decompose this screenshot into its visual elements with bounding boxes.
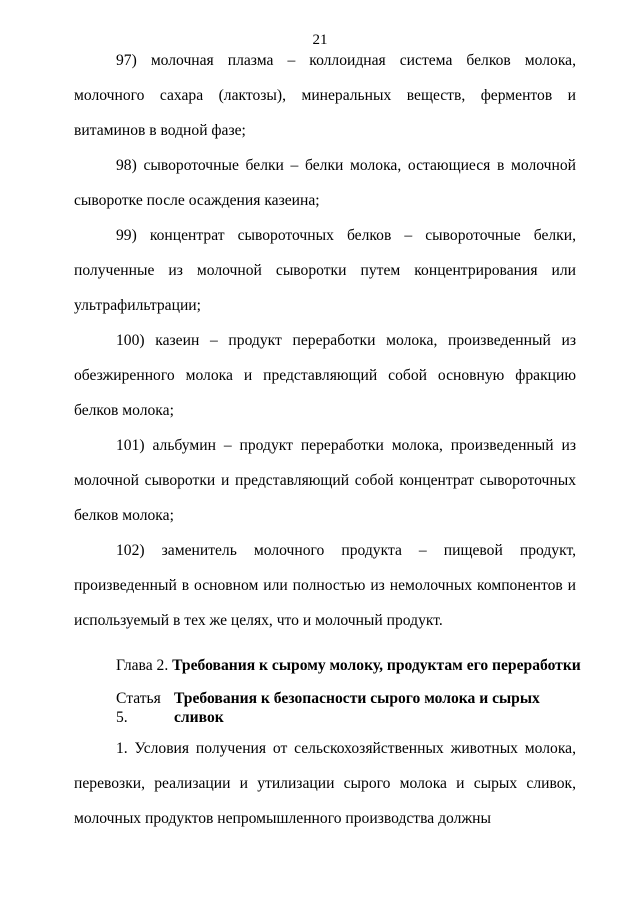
article-label: Статья 5. bbox=[116, 690, 161, 726]
chapter-title: Требования к сырому молоку, продуктам его переработки bbox=[172, 657, 581, 674]
article-heading bbox=[116, 689, 556, 727]
definition-99: 99) концентрат сывороточных белков – сывороточные белки, полученные из молочной сыворотки путем концентрирования или ультрафильтрации; bbox=[74, 227, 576, 314]
page-number: 21 bbox=[312, 32, 328, 48]
chapter-heading bbox=[116, 656, 596, 676]
clause-1 bbox=[74, 731, 576, 836]
definition-102: 102) заменитель молочного продукта – пищевой продукт, произведенный в основном или полностью из немолочных компонентов и используемый в тех же целях, что и молочный продукт. bbox=[74, 542, 576, 629]
definition-100: 100) казеин – продукт переработки молока, произведенный из обезжиренного молока и представляющий собой основную фракцию белков молока; bbox=[74, 332, 576, 419]
definition-101: 101) альбумин – продукт переработки молока, произведенный из молочной сыворотки и представляющий собой концентрат сывороточных белков молока; bbox=[74, 437, 576, 524]
article-title: Требования к безопасности сырого молока и сырых сливок bbox=[174, 690, 540, 726]
definitions-list bbox=[74, 43, 576, 638]
clause-1-text: 1. Условия получения от сельскохозяйственных животных молока, перевозки, реализации и утилизации сырого молока и сырых сливок, молочных продуктов непромышленного производства должны bbox=[74, 740, 576, 827]
definition-97: 97) молочная плазма – коллоидная система белков молока, молочного сахара (лактозы), минеральных веществ, ферментов и витаминов в водной фазе; bbox=[74, 52, 576, 139]
definition-98: 98) сывороточные белки – белки молока, остающиеся в молочной сыворотке после осаждения казеина; bbox=[74, 157, 576, 209]
chapter-label: Глава 2. bbox=[116, 657, 169, 674]
